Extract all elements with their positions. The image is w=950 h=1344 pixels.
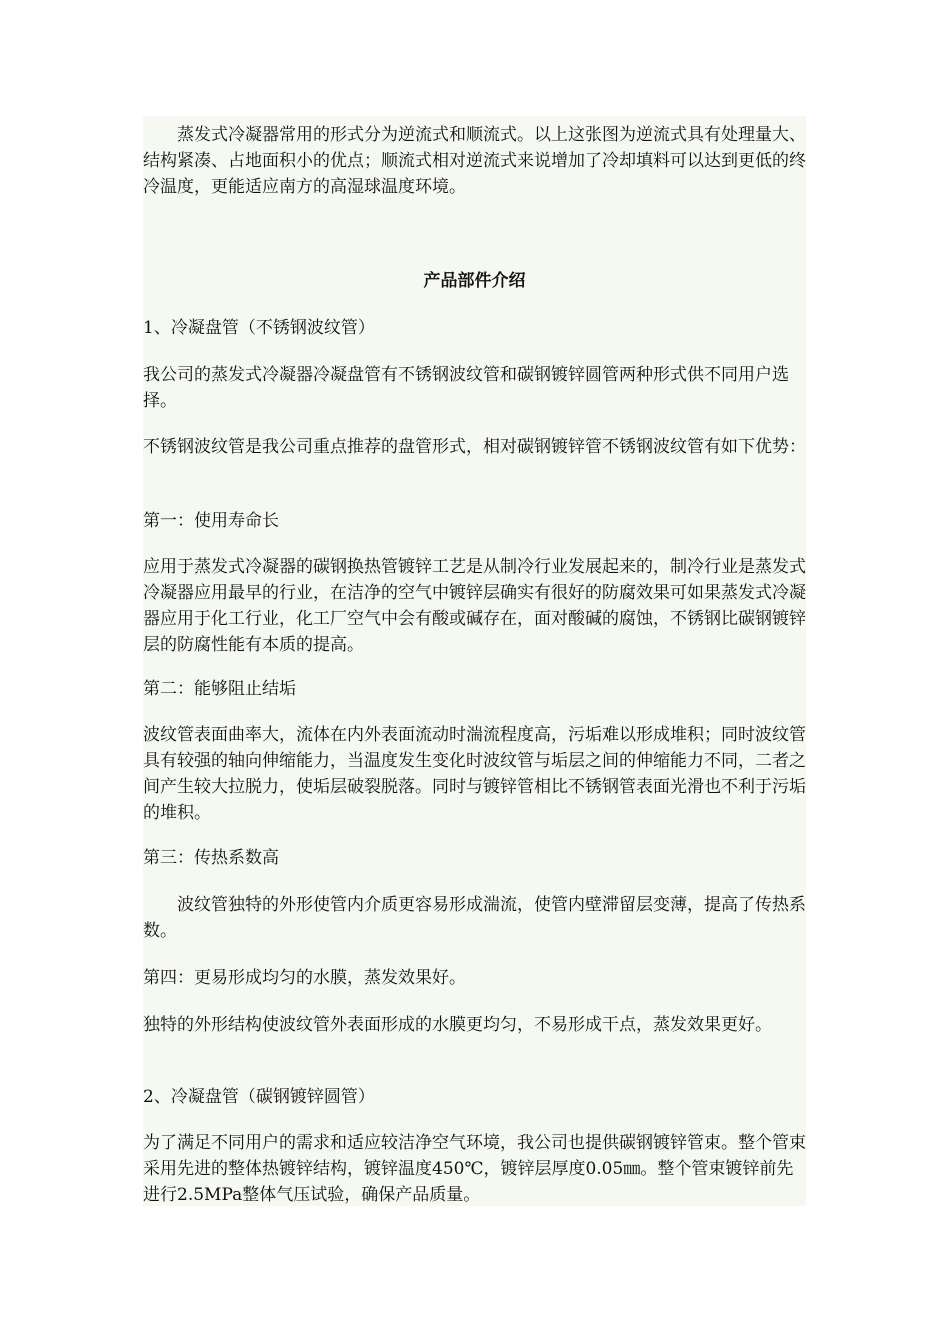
advantage-3-text: 波纹管独特的外形使管内介质更容易形成湍流，使管内壁滞留层变薄，提高了传热系数。 — [143, 895, 806, 941]
advantage-3-title: 第三：传热系数高 — [143, 848, 279, 868]
part1-heading: 1、冷凝盘管（不锈钢波纹管） — [143, 318, 375, 338]
part2-paragraph-1: 为了满足不同用户的需求和适应较洁净空气环境，我公司也提供碳钢镀锌管束。整个管束采用先进的整体热镀锌结构，镀锌温度450℃，镀锌层厚度0.05㎜。整个管束镀锌前先进行2.5MPa整体气压试验，确保产品质量。 — [143, 1133, 806, 1205]
part1-paragraph-2: 不锈钢波纹管是我公司重点推荐的盘管形式，相对碳钢镀锌管不锈钢波纹管有如下优势： — [143, 437, 806, 457]
section-title: 产品部件介绍 — [423, 271, 526, 291]
advantage-4-title: 第四：更易形成均匀的水膜，蒸发效果好。 — [143, 968, 466, 988]
part1-paragraph-1: 我公司的蒸发式冷凝器冷凝盘管有不锈钢波纹管和碳钢镀锌圆管两种形式供不同用户选择。 — [143, 365, 789, 411]
advantage-1-title: 第一：使用寿命长 — [143, 511, 279, 531]
advantage-1-text: 应用于蒸发式冷凝器的碳钢换热管镀锌工艺是从制冷行业发展起来的，制冷行业是蒸发式冷凝器应用最早的行业，在洁净的空气中镀锌层确实有很好的防腐效果可如果蒸发式冷凝器应用于化工行业，化工厂空气中会有酸或碱存在，面对酸碱的腐蚀，不锈钢比碳钢镀锌层的防腐性能有本质的提高。 — [143, 557, 806, 655]
advantage-4-text: 独特的外形结构使波纹管外表面形成的水膜更均匀，不易形成干点，蒸发效果更好。 — [143, 1015, 772, 1035]
document-page — [143, 116, 806, 1206]
advantage-2-title: 第二：能够阻止结垢 — [143, 679, 296, 699]
advantage-2-text: 波纹管表面曲率大，流体在内外表面流动时湍流程度高，污垢难以形成堆积；同时波纹管具有较强的轴向伸缩能力，当温度发生变化时波纹管与垢层之间的伸缩能力不同，二者之间产生较大拉脱力，使垢层破裂脱落。同时与镀锌管相比不锈钢管表面光滑也不利于污垢的堆积。 — [143, 725, 806, 823]
intro-paragraph: 蒸发式冷凝器常用的形式分为逆流式和顺流式。以上这张图为逆流式具有处理量大、结构紧凑、占地面积小的优点；顺流式相对逆流式来说增加了冷却填料可以达到更低的终冷温度，更能适应南方的高湿球温度环境。 — [143, 125, 806, 197]
part2-heading: 2、冷凝盘管（碳钢镀锌圆管） — [143, 1087, 375, 1107]
